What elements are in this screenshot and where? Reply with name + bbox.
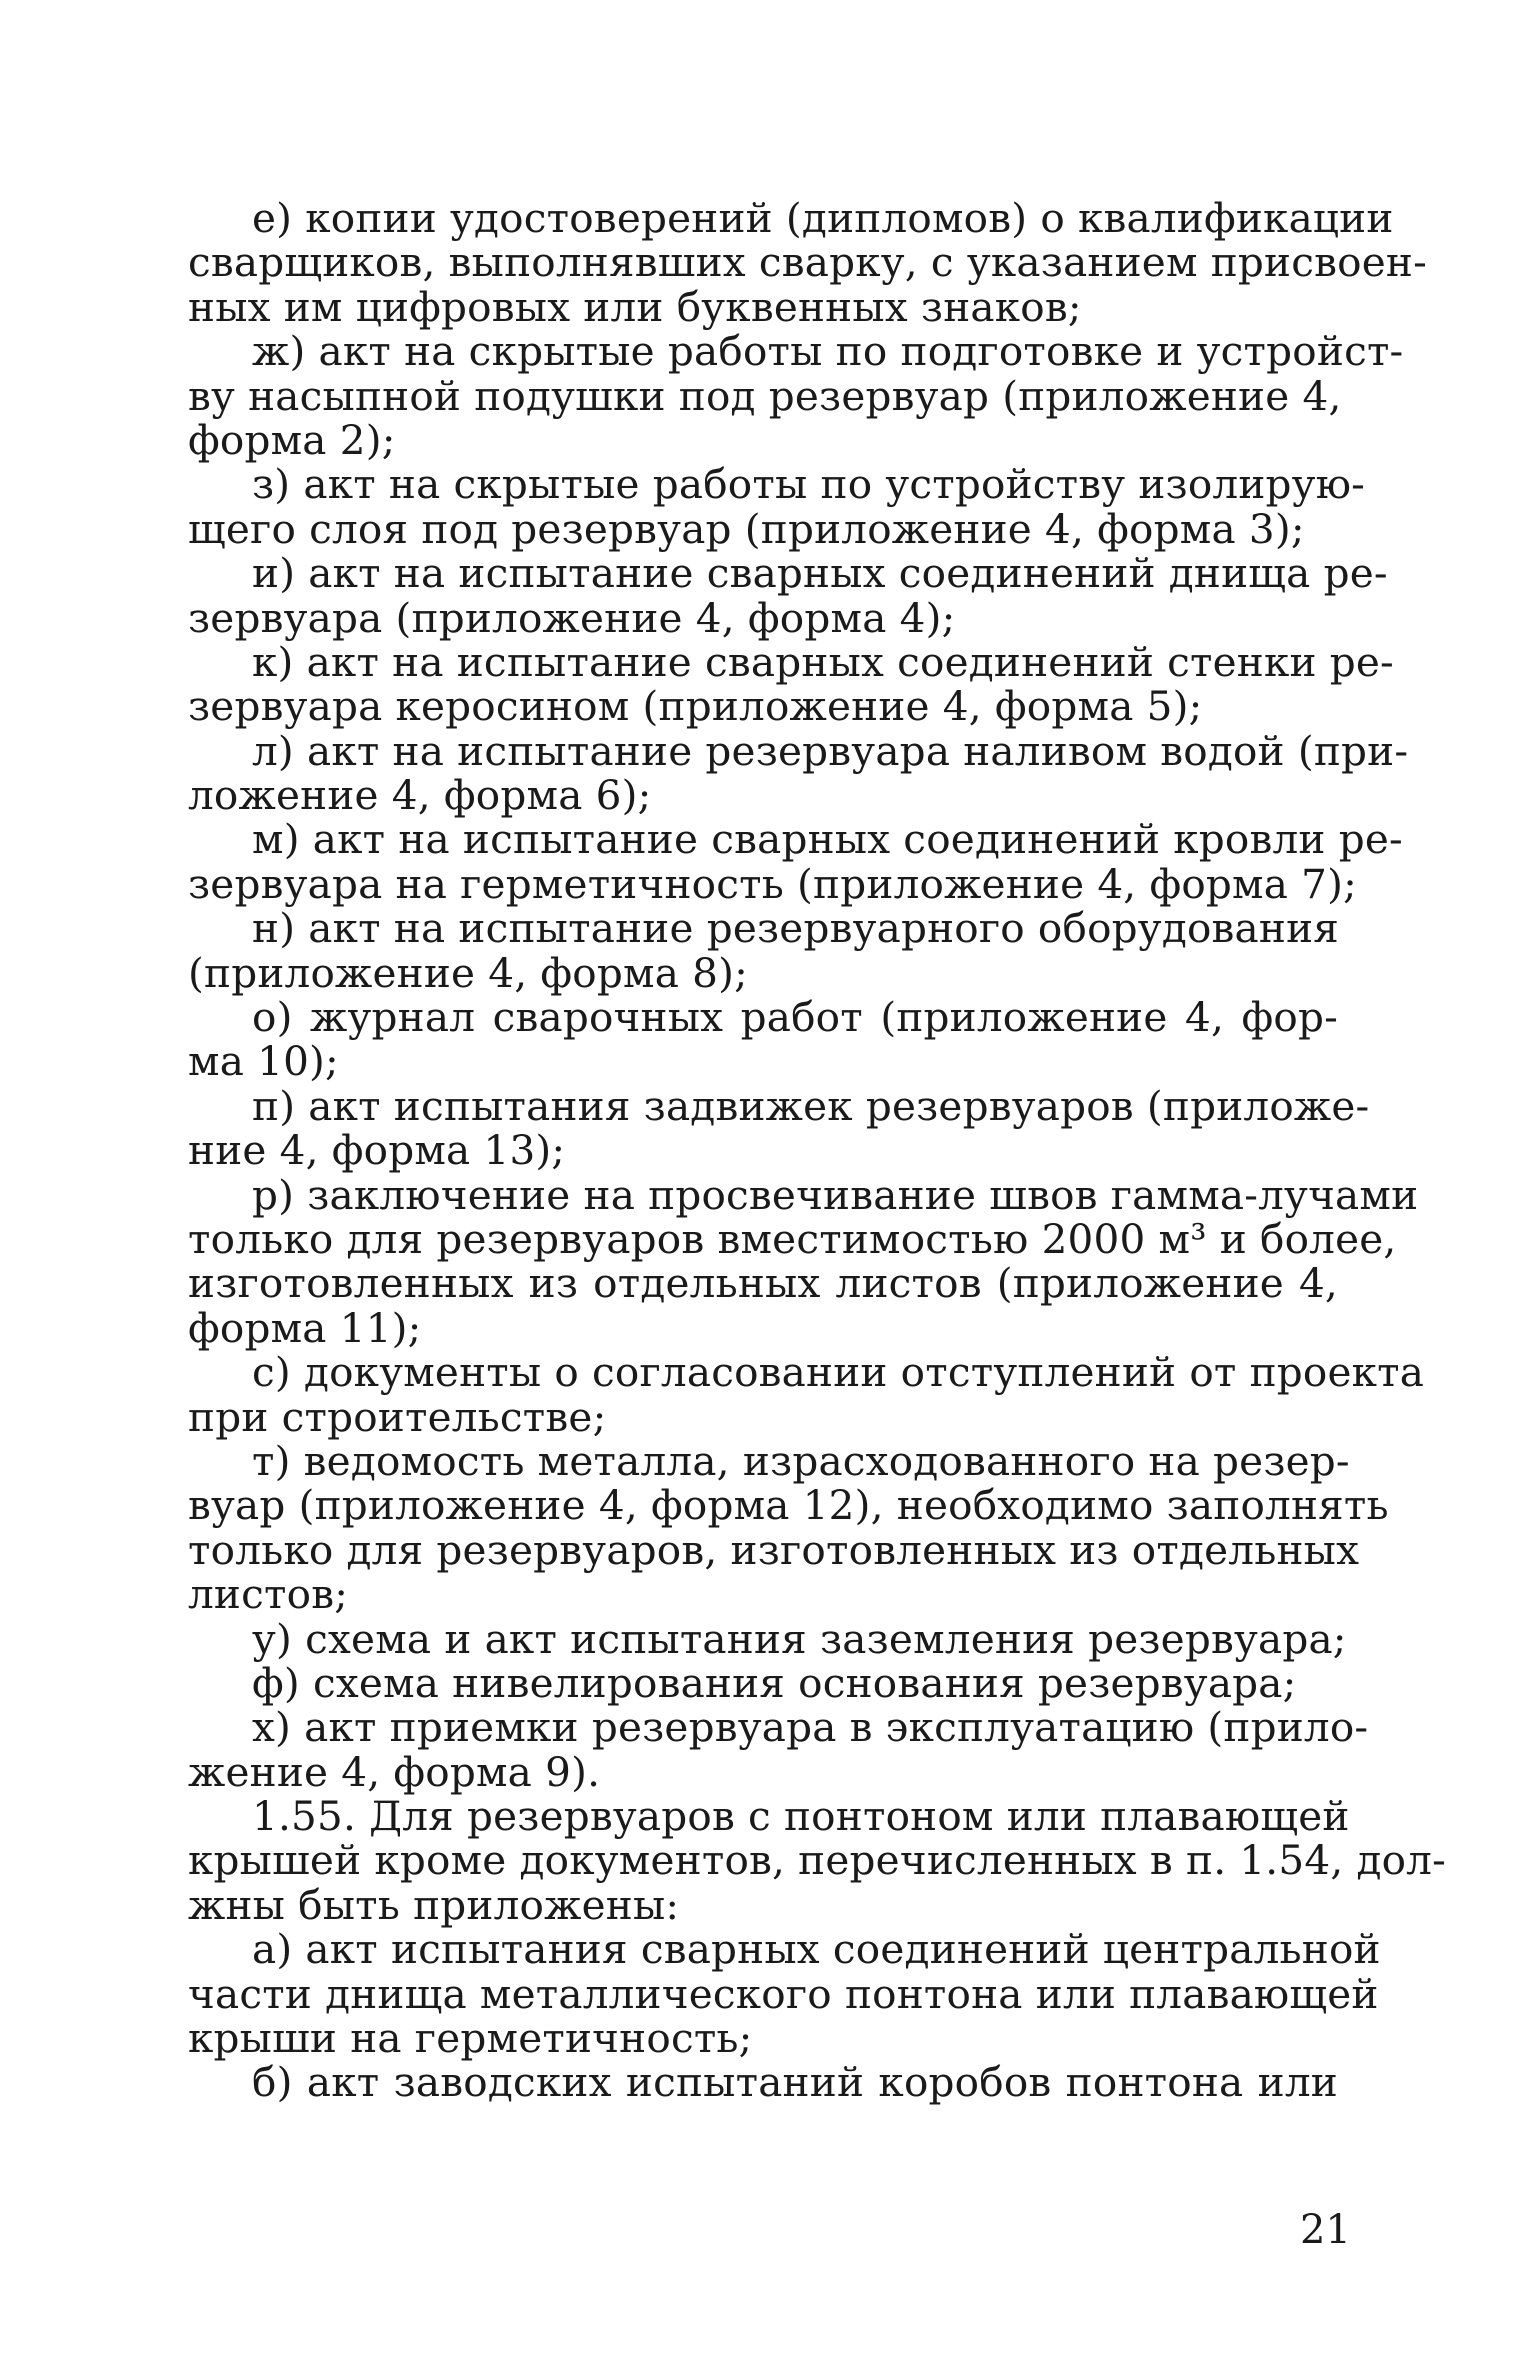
text-line: п) акт испытания задвижек резервуаров (приложе- bbox=[252, 1081, 1370, 1130]
text-line: вуар (приложение 4, форма 12), необходимо заполнять bbox=[188, 1481, 1389, 1530]
text-line: к) акт на испытание сварных соединений стенки ре- bbox=[252, 637, 1394, 686]
text-line: б) акт заводских испытаний коробов понтона или bbox=[252, 2058, 1338, 2107]
text-line: с) документы о согласовании отступлений от проекта bbox=[252, 1348, 1425, 1397]
text-line: ние 4, форма 13); bbox=[188, 1126, 566, 1175]
text-line: ма 10); bbox=[188, 1037, 339, 1086]
text-line: ф) схема нивелирования основания резервуара; bbox=[252, 1658, 1297, 1707]
page-number: 21 bbox=[1300, 2207, 1351, 2253]
text-line: и) акт на испытание сварных соединений днища ре- bbox=[252, 549, 1388, 598]
text-line: ных им цифровых или буквенных знаков; bbox=[188, 282, 1082, 331]
text-line: форма 11); bbox=[188, 1303, 422, 1352]
text-line: х) акт приемки резервуара в эксплуатацию (прило- bbox=[252, 1703, 1369, 1752]
text-line: только для резервуаров, изготовленных из отдельных bbox=[188, 1525, 1360, 1574]
text-line: ж) акт на скрытые работы по подготовке и устройст- bbox=[252, 327, 1404, 376]
text-line: е) копии удостоверений (дипломов) о квалификации bbox=[252, 194, 1394, 242]
text-line: сварщиков, выполнявших сварку, с указанием присвоен- bbox=[188, 238, 1427, 287]
text-line: ву насыпной подушки под резервуар (приложение 4, bbox=[188, 371, 1342, 420]
text-line: ложение 4, форма 6); bbox=[188, 771, 652, 820]
text-line: р) заключение на просвечивание швов гамма-лучами bbox=[252, 1170, 1419, 1219]
text-line: изготовленных из отдельных листов (приложение 4, bbox=[188, 1259, 1338, 1308]
text-line: (приложение 4, форма 8); bbox=[188, 948, 748, 997]
text-line: форма 2); bbox=[188, 415, 396, 464]
text-line: а) акт испытания сварных соединений центральной bbox=[252, 1925, 1381, 1974]
text-line: л) акт на испытание резервуара наливом водой (при- bbox=[252, 726, 1409, 775]
text-line: крышей кроме документов, перечисленных в п. 1.54, дол- bbox=[188, 1836, 1446, 1885]
text-line: только для резервуаров вместимостью 2000 м³ и более, bbox=[188, 1214, 1397, 1263]
text-line: зервуара на герметичность (приложение 4, форма 7); bbox=[188, 859, 1357, 908]
text-line: м) акт на испытание сварных соединений кровли ре- bbox=[252, 815, 1403, 864]
page-body bbox=[188, 194, 1446, 2107]
text-line: 1.55. Для резервуаров с понтоном или плавающей bbox=[252, 1792, 1350, 1841]
text-line: о) журнал сварочных работ (приложение 4, фор- bbox=[252, 993, 1338, 1042]
text-line: жны быть приложены: bbox=[188, 1880, 680, 1929]
text-line: у) схема и акт испытания заземления резервуара; bbox=[252, 1614, 1347, 1663]
text-line: листов; bbox=[188, 1570, 349, 1619]
text-line: крыши на герметичность; bbox=[188, 2014, 753, 2063]
text-line: жение 4, форма 9). bbox=[188, 1747, 601, 1796]
text-line: зервуара (приложение 4, форма 4); bbox=[188, 593, 956, 642]
text-line: при строительстве; bbox=[188, 1392, 607, 1441]
text-line: з) акт на скрытые работы по устройству изолирую- bbox=[252, 460, 1366, 509]
text-line: зервуара керосином (приложение 4, форма 5); bbox=[188, 682, 1203, 731]
text-line: щего слоя под резервуар (приложение 4, форма 3); bbox=[188, 504, 1305, 553]
text-line: т) ведомость металла, израсходованного на резер- bbox=[252, 1436, 1350, 1485]
text-line: н) акт на испытание резервуарного оборудования bbox=[252, 904, 1340, 953]
text-line: части днища металлического понтона или плавающей bbox=[188, 1969, 1379, 2018]
